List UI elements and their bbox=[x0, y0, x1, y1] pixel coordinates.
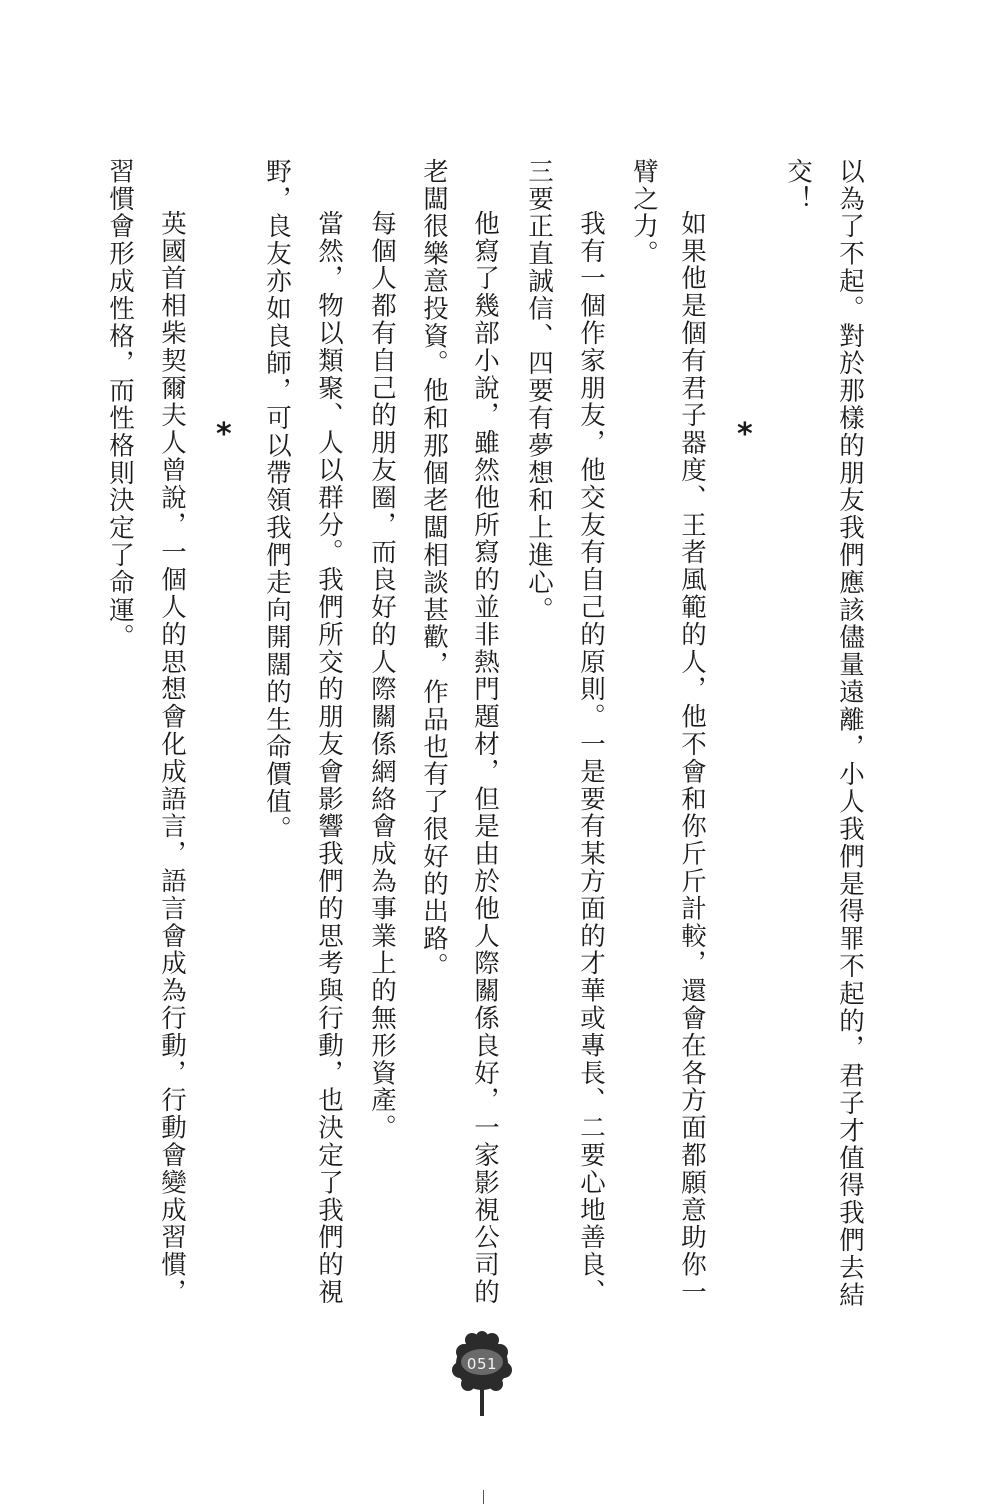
text-column-3: 如果他是個有君子器度、王者風範的人，他不會和你斤斤計較，還會在各方面都願意助你一 bbox=[677, 210, 707, 1306]
page-edge-tick bbox=[483, 1490, 484, 1504]
section-separator-2: * bbox=[216, 417, 232, 452]
text-column-8: 老闆很樂意投資。他和那個老闆相談甚歡，作品也有了很好的出路。 bbox=[419, 158, 449, 980]
text-column-7: 他寫了幾部小說，雖然他所寫的並非熱門題材，但是由於他人際關係良好，一家影視公司的 bbox=[470, 210, 500, 1306]
text-column-1: 以為了不起。對於那樣的朋友我們應該儘量遠離，小人我們是得罪不起的，君子才值得我們去結 bbox=[835, 158, 865, 1309]
text-column-4: 臂之力。 bbox=[629, 158, 659, 268]
text-column-2: 交！ bbox=[783, 158, 813, 213]
text-column-12: 英國首相柴契爾夫人曾說，一個人的思想會化成語言，語言會成為行動，行動會變成習慣， bbox=[157, 210, 187, 1306]
text-column-11: 野，良友亦如良師，可以帶領我們走向開闊的生命價值。 bbox=[262, 158, 292, 843]
section-separator-1: * bbox=[737, 417, 753, 452]
page-number: 051 bbox=[466, 1355, 498, 1373]
text-column-5: 我有一個作家朋友，他交友有自己的原則。一是要有某方面的才華或專長、二要心地善良、 bbox=[576, 210, 606, 1306]
text-column-9: 每個人都有自己的朋友圈，而良好的人際關係網絡會成為事業上的無形資產。 bbox=[367, 210, 397, 1142]
tree-page-number-icon bbox=[442, 1330, 522, 1420]
text-column-10: 當然，物以類聚、人以群分。我們所交的朋友會影響我們的思考與行動，也決定了我們的視 bbox=[314, 210, 344, 1306]
text-column-13: 習慣會形成性格，而性格則決定了命運。 bbox=[105, 158, 135, 652]
text-column-6: 三要正直誠信、四要有夢想和上進心。 bbox=[524, 158, 554, 624]
